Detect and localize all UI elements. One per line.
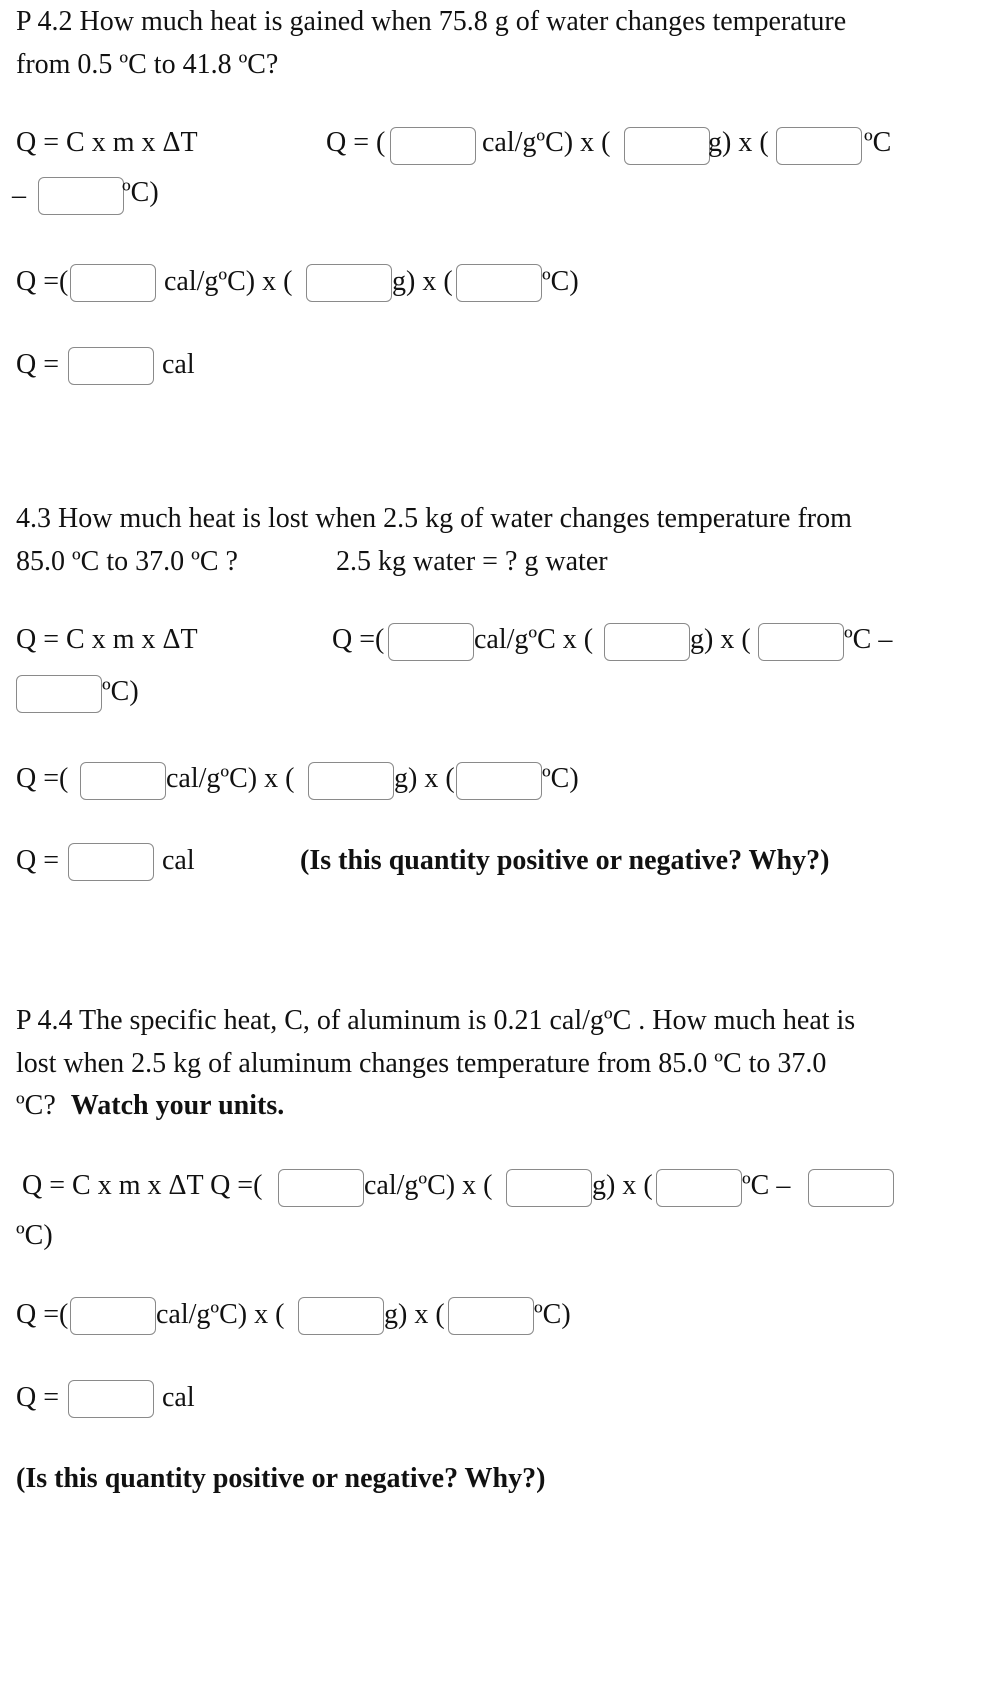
p42-row1-final-temp-input[interactable] [776, 127, 862, 165]
p44-question-line3-text: ºC? [16, 1090, 56, 1121]
p44-row1-initial-temp-input[interactable] [808, 1169, 894, 1207]
p42-question-line1: P 4.2 How much heat is gained when 75.8 g of water changes temperature [16, 6, 847, 37]
p42-row2-unit-g: g) x ( [392, 266, 453, 297]
p43-row2-unit-t: ºC) [542, 763, 579, 794]
p42-row1-unit-t2: ºC) [122, 177, 159, 208]
p43-row1-initial-temp-input[interactable] [16, 675, 102, 713]
p42-question-line2: from 0.5 ºC to 41.8 ºC? [16, 49, 279, 80]
p44-row1-unit-c: cal/gºC) x ( [364, 1170, 493, 1201]
p43-row3-q-eq: Q = [16, 845, 60, 876]
p42-row3-q-eq: Q = [16, 349, 60, 380]
p44-row2-unit-c: cal/gºC) x ( [156, 1299, 285, 1330]
p44-question-line1: P 4.4 The specific heat, C, of aluminum is 0.21 cal/gºC . How much heat is [16, 1005, 856, 1036]
p42-row2-specific-heat-input[interactable] [70, 264, 156, 302]
p43-row1-unit-c: cal/gºC x ( [474, 624, 594, 655]
p44-row1-specific-heat-input[interactable] [278, 1169, 364, 1207]
p44-watch-units: Watch your units. [70, 1090, 285, 1121]
p42-row2-unit-c: cal/gºC) x ( [164, 266, 293, 297]
p43-row2-specific-heat-input[interactable] [80, 762, 166, 800]
p42-row3-heat-answer-input[interactable] [68, 347, 154, 385]
p44-row1-unit-t1: ºC – [742, 1170, 791, 1201]
p43-sign-question: (Is this quantity positive or negative? Why?) [300, 845, 830, 876]
p42-row3-unit-cal: cal [162, 349, 195, 380]
p44-row3-heat-answer-input[interactable] [68, 1380, 154, 1418]
p43-row1-unit-t2: ºC) [102, 676, 139, 707]
p43-row3-unit-cal: cal [162, 845, 195, 876]
p43-question-line2: 85.0 ºC to 37.0 ºC ? [16, 546, 238, 577]
p43-conversion: 2.5 kg water = ? g water [336, 546, 608, 577]
p43-question-line1: 4.3 How much heat is lost when 2.5 kg of water changes temperature from [16, 503, 852, 534]
p42-row2-unit-t: ºC) [542, 266, 579, 297]
p44-row2-specific-heat-input[interactable] [70, 1297, 156, 1335]
p44-row2-mass-input[interactable] [298, 1297, 384, 1335]
p43-row1-final-temp-input[interactable] [758, 623, 844, 661]
p44-row2-q-open: Q =( [16, 1299, 69, 1330]
p42-row1-specific-heat-input[interactable] [390, 127, 476, 165]
p43-row2-unit-g: g) x ( [394, 763, 455, 794]
p43-row2-delta-temp-input[interactable] [456, 762, 542, 800]
p42-row1-unit-c: cal/gºC) x ( [482, 127, 611, 158]
p44-row3-q-eq: Q = [16, 1382, 60, 1413]
p42-row1-unit-g: g) x ( [708, 127, 769, 158]
p44-row1-final-temp-input[interactable] [656, 1169, 742, 1207]
p44-row2-unit-g: g) x ( [384, 1299, 445, 1330]
p43-row2-mass-input[interactable] [308, 762, 394, 800]
p43-row1-mass-input[interactable] [604, 623, 690, 661]
p42-row2-mass-input[interactable] [306, 264, 392, 302]
p44-row1-unit-g: g) x ( [592, 1170, 653, 1201]
p43-row2-unit-c: cal/gºC) x ( [166, 763, 295, 794]
p44-row2-unit-t: ºC) [534, 1299, 571, 1330]
p42-row1-unit-t1: ºC [864, 127, 892, 158]
p44-row1-mass-input[interactable] [506, 1169, 592, 1207]
p42-row2-delta-temp-input[interactable] [456, 264, 542, 302]
p42-row1-minus: – [12, 180, 26, 211]
p44-question-line3 [16, 1090, 284, 1122]
p44-question-line2: lost when 2.5 kg of aluminum changes temperature from 85.0 ºC to 37.0 [16, 1048, 827, 1079]
p43-row1-unit-g: g) x ( [690, 624, 751, 655]
p43-row1-q-open: Q =( [332, 624, 385, 655]
p44-row3-unit-cal: cal [162, 1382, 195, 1413]
p44-row1-unit-t2: ºC) [16, 1220, 53, 1251]
p42-formula: Q = C x m x ΔT [16, 127, 198, 158]
p44-row2-delta-temp-input[interactable] [448, 1297, 534, 1335]
p43-row2-q-open: Q =( [16, 763, 69, 794]
p42-row1-mass-input[interactable] [624, 127, 710, 165]
p44-row1-formula-q-open: Q = C x m x ΔT Q =( [22, 1170, 263, 1201]
p43-row1-unit-t1: ºC – [844, 624, 893, 655]
p42-row1-initial-temp-input[interactable] [38, 177, 124, 215]
p43-row3-heat-answer-input[interactable] [68, 843, 154, 881]
p43-row1-specific-heat-input[interactable] [388, 623, 474, 661]
p42-row2-q-open: Q =( [16, 266, 69, 297]
p44-sign-question: (Is this quantity positive or negative? Why?) [16, 1463, 546, 1494]
p42-row1-q-open: Q = ( [326, 127, 386, 158]
p43-formula: Q = C x m x ΔT [16, 624, 198, 655]
